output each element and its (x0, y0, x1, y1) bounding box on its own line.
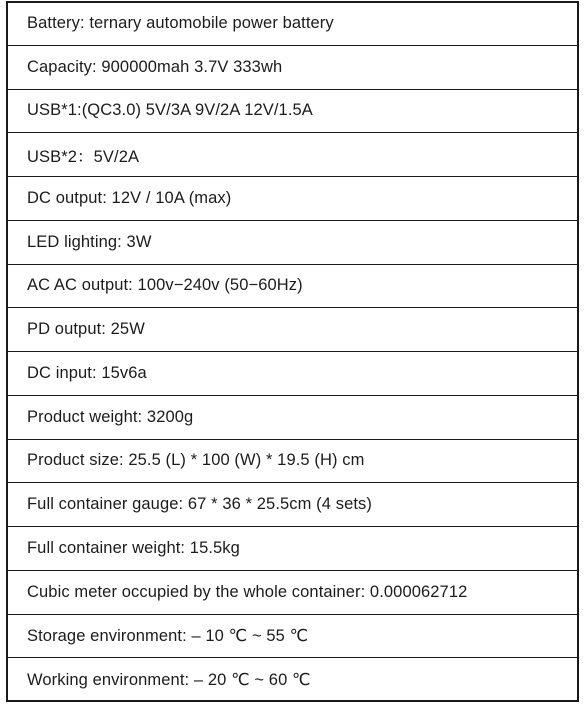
spec-row-working-environment: Working environment: – 20 ℃ ~ 60 ℃ (8, 657, 577, 701)
spec-row-cubic-meter: Cubic meter occupied by the whole container: 0.000062712 (8, 570, 577, 614)
spec-row-product-size: Product size: 25.5 (L) * 100 (W) * 19.5 (H) cm (8, 439, 577, 483)
spec-row-dc-output: DC output: 12V / 10A (max) (8, 176, 577, 220)
spec-row-storage-environment: Storage environment: – 10 ℃ ~ 55 ℃ (8, 614, 577, 658)
spec-row-product-weight: Product weight: 3200g (8, 395, 577, 439)
spec-row-pd-output: PD output: 25W (8, 307, 577, 351)
spec-row-dc-input: DC input: 15v6a (8, 351, 577, 395)
spec-row-ac-output: AC AC output: 100v−240v (50−60Hz) (8, 264, 577, 308)
spec-row-container-gauge: Full container gauge: 67 * 36 * 25.5cm (4 sets) (8, 482, 577, 526)
spec-row-led-lighting: LED lighting: 3W (8, 220, 577, 264)
spec-row-usb1: USB*1:(QC3.0) 5V/3A 9V/2A 12V/1.5A (8, 89, 577, 133)
spec-table (6, 1, 579, 702)
spec-row-container-weight: Full container weight: 15.5kg (8, 526, 577, 570)
spec-row-usb2: USB*2：5V/2A (8, 132, 577, 176)
spec-row-battery: Battery: ternary automobile power battery (8, 1, 577, 45)
spec-row-capacity: Capacity: 900000mah 3.7V 333wh (8, 45, 577, 89)
